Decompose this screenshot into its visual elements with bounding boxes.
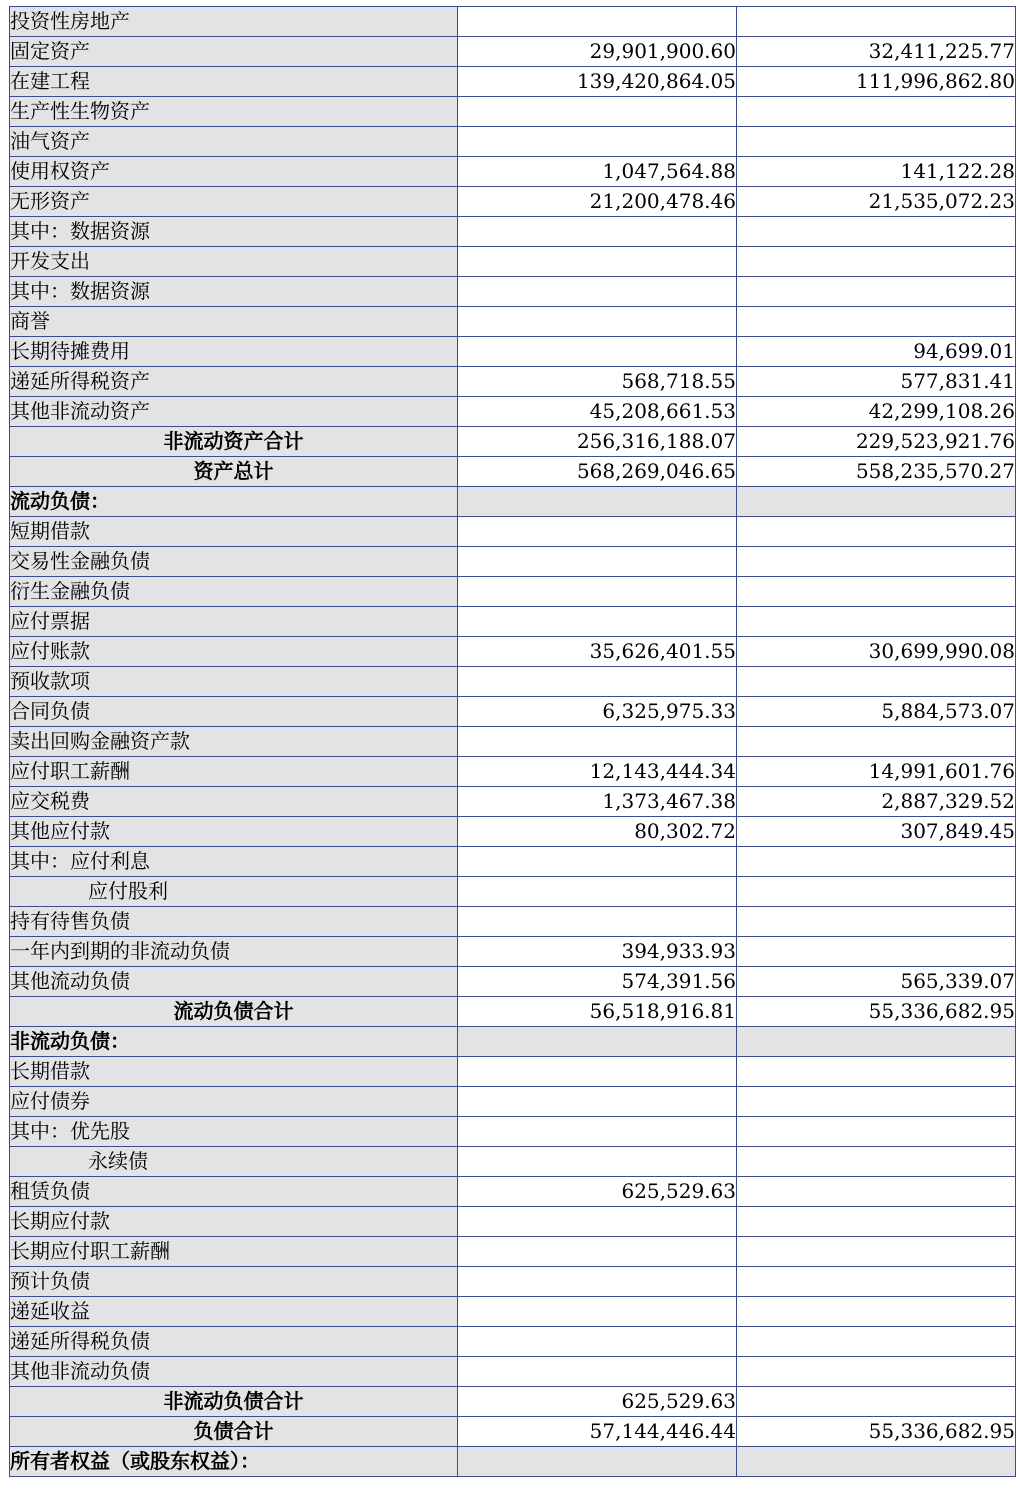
- balance-sheet-body: [10, 7, 1016, 1477]
- prior-period-value: 21,535,072.23: [737, 187, 1016, 217]
- table-row: [10, 97, 1016, 127]
- row-label: 永续债: [10, 1147, 458, 1177]
- row-label: 长期借款: [10, 1057, 458, 1087]
- current-period-value: [458, 337, 737, 367]
- current-period-value: [458, 607, 737, 637]
- table-row: [10, 337, 1016, 367]
- current-period-value: 568,718.55: [458, 367, 737, 397]
- current-period-value: 12,143,444.34: [458, 757, 737, 787]
- current-period-value: 625,529.63: [458, 1387, 737, 1417]
- row-label: 负债合计: [10, 1417, 458, 1447]
- table-row: [10, 217, 1016, 247]
- prior-period-value: 42,299,108.26: [737, 397, 1016, 427]
- current-period-value: [458, 847, 737, 877]
- current-period-value: [458, 277, 737, 307]
- table-row: [10, 757, 1016, 787]
- current-period-value: 574,391.56: [458, 967, 737, 997]
- row-label: 固定资产: [10, 37, 458, 67]
- current-period-value: 256,316,188.07: [458, 427, 737, 457]
- row-label: 一年内到期的非流动负债: [10, 937, 458, 967]
- current-period-value: [458, 217, 737, 247]
- row-label: 持有待售负债: [10, 907, 458, 937]
- prior-period-value: 558,235,570.27: [737, 457, 1016, 487]
- table-row: [10, 1087, 1016, 1117]
- table-row: [10, 1297, 1016, 1327]
- row-label: 资产总计: [10, 457, 458, 487]
- prior-period-value: [737, 1357, 1016, 1387]
- current-period-value: 21,200,478.46: [458, 187, 737, 217]
- row-label: 交易性金融负债: [10, 547, 458, 577]
- table-row: [10, 1327, 1016, 1357]
- table-row: [10, 1417, 1016, 1447]
- current-period-value: [458, 487, 737, 517]
- table-row: [10, 1117, 1016, 1147]
- current-period-value: [458, 1327, 737, 1357]
- prior-period-value: 55,336,682.95: [737, 1417, 1016, 1447]
- row-label: 应交税费: [10, 787, 458, 817]
- row-label: 预收款项: [10, 667, 458, 697]
- current-period-value: [458, 547, 737, 577]
- prior-period-value: [737, 577, 1016, 607]
- current-period-value: [458, 1267, 737, 1297]
- table-row: [10, 1207, 1016, 1237]
- prior-period-value: [737, 1117, 1016, 1147]
- prior-period-value: 141,122.28: [737, 157, 1016, 187]
- current-period-value: [458, 1207, 737, 1237]
- current-period-value: [458, 1297, 737, 1327]
- prior-period-value: [737, 1387, 1016, 1417]
- row-label: 其中：数据资源: [10, 277, 458, 307]
- row-label: 生产性生物资产: [10, 97, 458, 127]
- prior-period-value: 229,523,921.76: [737, 427, 1016, 457]
- current-period-value: [458, 307, 737, 337]
- row-label: 应付债券: [10, 1087, 458, 1117]
- row-label: 其他非流动负债: [10, 1357, 458, 1387]
- current-period-value: [458, 1237, 737, 1267]
- row-label: 油气资产: [10, 127, 458, 157]
- row-label: 其他流动负债: [10, 967, 458, 997]
- table-row: [10, 1267, 1016, 1297]
- table-row: [10, 517, 1016, 547]
- prior-period-value: [737, 127, 1016, 157]
- current-period-value: 56,518,916.81: [458, 997, 737, 1027]
- table-row: [10, 307, 1016, 337]
- table-row: [10, 1177, 1016, 1207]
- row-label: 卖出回购金融资产款: [10, 727, 458, 757]
- current-period-value: [458, 1147, 737, 1177]
- table-row: [10, 187, 1016, 217]
- current-period-value: [458, 1057, 737, 1087]
- current-period-value: [458, 517, 737, 547]
- prior-period-value: [737, 97, 1016, 127]
- table-row: [10, 1447, 1016, 1477]
- current-period-value: 45,208,661.53: [458, 397, 737, 427]
- current-period-value: 139,420,864.05: [458, 67, 737, 97]
- table-row: [10, 277, 1016, 307]
- row-label: 其中：应付利息: [10, 847, 458, 877]
- row-label: 在建工程: [10, 67, 458, 97]
- prior-period-value: [737, 7, 1016, 37]
- current-period-value: [458, 7, 737, 37]
- row-label: 租赁负债: [10, 1177, 458, 1207]
- row-label: 商誉: [10, 307, 458, 337]
- prior-period-value: [737, 247, 1016, 277]
- table-row: [10, 367, 1016, 397]
- current-period-value: [458, 1027, 737, 1057]
- prior-period-value: 14,991,601.76: [737, 757, 1016, 787]
- prior-period-value: 307,849.45: [737, 817, 1016, 847]
- prior-period-value: [737, 907, 1016, 937]
- prior-period-value: [737, 1027, 1016, 1057]
- row-label: 衍生金融负债: [10, 577, 458, 607]
- prior-period-value: [737, 1147, 1016, 1177]
- prior-period-value: 94,699.01: [737, 337, 1016, 367]
- balance-sheet-table: [9, 6, 1016, 1477]
- row-label: 长期待摊费用: [10, 337, 458, 367]
- current-period-value: [458, 1117, 737, 1147]
- current-period-value: 1,373,467.38: [458, 787, 737, 817]
- current-period-value: [458, 727, 737, 757]
- row-label: 短期借款: [10, 517, 458, 547]
- row-label: 应付职工薪酬: [10, 757, 458, 787]
- table-row: [10, 787, 1016, 817]
- row-label: 流动负债：: [10, 487, 458, 517]
- current-period-value: 35,626,401.55: [458, 637, 737, 667]
- row-label: 其中：数据资源: [10, 217, 458, 247]
- row-label: 投资性房地产: [10, 7, 458, 37]
- table-row: [10, 727, 1016, 757]
- table-row: [10, 547, 1016, 577]
- current-period-value: [458, 877, 737, 907]
- row-label: 其中：优先股: [10, 1117, 458, 1147]
- row-label: 所有者权益（或股东权益）：: [10, 1447, 458, 1477]
- row-label: 流动负债合计: [10, 997, 458, 1027]
- prior-period-value: [737, 1447, 1016, 1477]
- prior-period-value: 565,339.07: [737, 967, 1016, 997]
- prior-period-value: [737, 667, 1016, 697]
- table-row: [10, 697, 1016, 727]
- row-label: 非流动负债：: [10, 1027, 458, 1057]
- prior-period-value: 111,996,862.80: [737, 67, 1016, 97]
- table-row: [10, 847, 1016, 877]
- table-row: [10, 667, 1016, 697]
- table-row: [10, 997, 1016, 1027]
- row-label: 非流动资产合计: [10, 427, 458, 457]
- table-row: [10, 1027, 1016, 1057]
- prior-period-value: [737, 937, 1016, 967]
- table-row: [10, 877, 1016, 907]
- table-row: [10, 487, 1016, 517]
- row-label: 递延所得税资产: [10, 367, 458, 397]
- table-row: [10, 577, 1016, 607]
- prior-period-value: 577,831.41: [737, 367, 1016, 397]
- prior-period-value: [737, 217, 1016, 247]
- prior-period-value: [737, 1327, 1016, 1357]
- prior-period-value: [737, 1207, 1016, 1237]
- row-label: 递延收益: [10, 1297, 458, 1327]
- table-row: [10, 1237, 1016, 1267]
- table-row: [10, 427, 1016, 457]
- table-row: [10, 907, 1016, 937]
- row-label: 其他应付款: [10, 817, 458, 847]
- current-period-value: 6,325,975.33: [458, 697, 737, 727]
- row-label: 应付票据: [10, 607, 458, 637]
- row-label: 应付账款: [10, 637, 458, 667]
- table-row: [10, 157, 1016, 187]
- row-label: 预计负债: [10, 1267, 458, 1297]
- table-row: [10, 1147, 1016, 1177]
- table-row: [10, 1057, 1016, 1087]
- current-period-value: [458, 97, 737, 127]
- table-row: [10, 1357, 1016, 1387]
- table-row: [10, 637, 1016, 667]
- prior-period-value: [737, 307, 1016, 337]
- table-row: [10, 397, 1016, 427]
- current-period-value: 625,529.63: [458, 1177, 737, 1207]
- current-period-value: 394,933.93: [458, 937, 737, 967]
- table-row: [10, 67, 1016, 97]
- row-label: 使用权资产: [10, 157, 458, 187]
- current-period-value: [458, 907, 737, 937]
- table-row: [10, 817, 1016, 847]
- row-label: 无形资产: [10, 187, 458, 217]
- prior-period-value: [737, 607, 1016, 637]
- current-period-value: [458, 247, 737, 277]
- table-row: [10, 7, 1016, 37]
- table-row: [10, 1387, 1016, 1417]
- table-row: [10, 607, 1016, 637]
- row-label: 递延所得税负债: [10, 1327, 458, 1357]
- prior-period-value: [737, 1237, 1016, 1267]
- current-period-value: 57,144,446.44: [458, 1417, 737, 1447]
- row-label: 应付股利: [10, 877, 458, 907]
- prior-period-value: [737, 1297, 1016, 1327]
- current-period-value: 1,047,564.88: [458, 157, 737, 187]
- prior-period-value: [737, 727, 1016, 757]
- row-label: 其他非流动资产: [10, 397, 458, 427]
- prior-period-value: [737, 1177, 1016, 1207]
- prior-period-value: 2,887,329.52: [737, 787, 1016, 817]
- current-period-value: [458, 667, 737, 697]
- prior-period-value: 32,411,225.77: [737, 37, 1016, 67]
- prior-period-value: 5,884,573.07: [737, 697, 1016, 727]
- row-label: 长期应付款: [10, 1207, 458, 1237]
- table-row: [10, 967, 1016, 997]
- prior-period-value: [737, 517, 1016, 547]
- current-period-value: [458, 127, 737, 157]
- row-label: 开发支出: [10, 247, 458, 277]
- current-period-value: [458, 1447, 737, 1477]
- current-period-value: 80,302.72: [458, 817, 737, 847]
- prior-period-value: [737, 277, 1016, 307]
- table-row: [10, 37, 1016, 67]
- current-period-value: [458, 1357, 737, 1387]
- prior-period-value: 55,336,682.95: [737, 997, 1016, 1027]
- prior-period-value: [737, 847, 1016, 877]
- prior-period-value: [737, 1267, 1016, 1297]
- table-row: [10, 937, 1016, 967]
- prior-period-value: [737, 877, 1016, 907]
- table-row: [10, 247, 1016, 277]
- row-label: 合同负债: [10, 697, 458, 727]
- prior-period-value: [737, 1087, 1016, 1117]
- current-period-value: 29,901,900.60: [458, 37, 737, 67]
- row-label: 长期应付职工薪酬: [10, 1237, 458, 1267]
- prior-period-value: [737, 1057, 1016, 1087]
- current-period-value: 568,269,046.65: [458, 457, 737, 487]
- current-period-value: [458, 1087, 737, 1117]
- prior-period-value: [737, 487, 1016, 517]
- row-label: 非流动负债合计: [10, 1387, 458, 1417]
- prior-period-value: 30,699,990.08: [737, 637, 1016, 667]
- table-row: [10, 457, 1016, 487]
- current-period-value: [458, 577, 737, 607]
- prior-period-value: [737, 547, 1016, 577]
- table-row: [10, 127, 1016, 157]
